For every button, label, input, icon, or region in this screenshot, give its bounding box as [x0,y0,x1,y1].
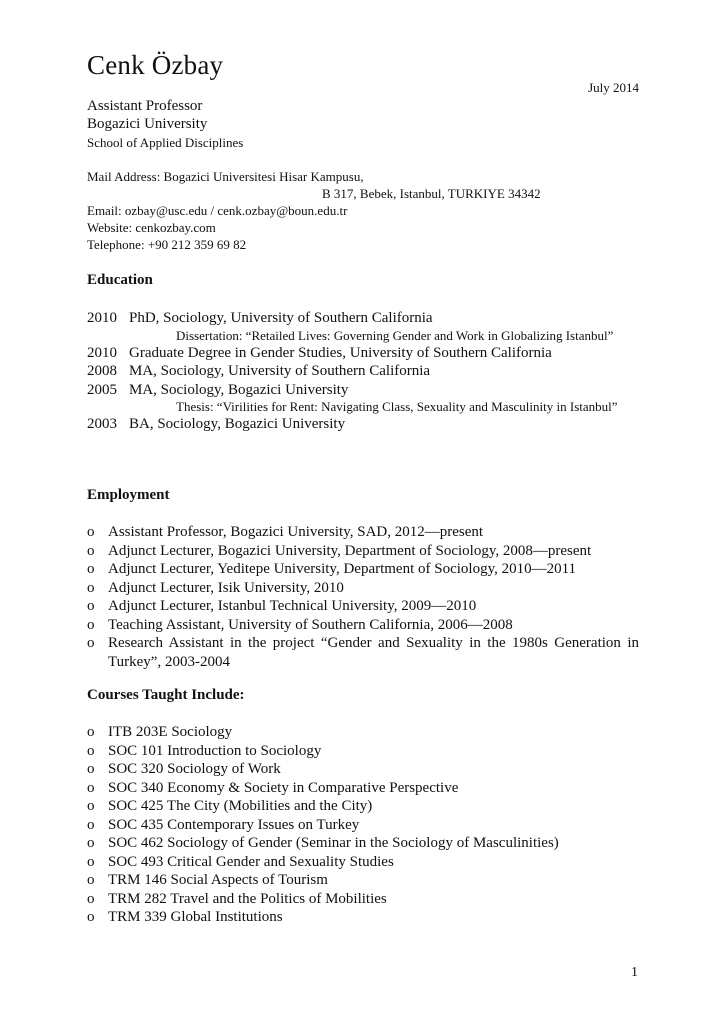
course-item [87,834,639,853]
education-entry [87,309,639,328]
education-note: Thesis: “Virilities for Rent: Navigating Class, Sexuality and Masculinity in Istanbul” [176,399,618,414]
courses-heading: Courses Taught Include: [87,687,245,703]
course-text: TRM 339 Global Institutions [108,909,283,925]
bullet-marker: o [87,561,95,577]
employment-text: Adjunct Lecturer, Bogazici University, Department of Sociology, 2008—present [108,542,592,559]
course-text: SOC 425 The City (Mobilities and the City) [108,798,373,814]
course-text: SOC 320 Sociology of Work [108,761,281,777]
employment-text: Research Assistant in the project “Gender and Sexuality in the 1980s Generation in Turkey”, 2003-2004 [108,635,639,670]
course-text: SOC 101 Introduction to Sociology [108,742,322,759]
page-number: 1 [631,965,638,980]
mail-address-line-1: Mail Address: Bogazici Universitesi Hisar Kampusu, [87,169,364,184]
bullet-marker: o [87,542,95,559]
courses-list [87,723,639,927]
education-degree: MA, Sociology, Bogazici University [129,381,349,398]
document-date: July 2014 [588,80,639,95]
employment-text: Adjunct Lecturer, Isik University, 2010 [108,579,344,596]
course-item [87,779,639,798]
bullet-marker: o [87,816,95,833]
education-year: 2008 [87,363,117,379]
employment-heading: Employment [87,487,170,503]
bullet-marker: o [87,853,95,870]
course-text: SOC 435 Contemporary Issues on Turkey [108,816,360,833]
bullet-marker: o [87,635,95,651]
bullet-marker: o [87,524,95,540]
course-item [87,890,639,909]
email-line: Email: ozbay@usc.edu / cenk.ozbay@boun.edu.tr [87,203,348,218]
course-text: SOC 493 Critical Gender and Sexuality Studies [108,853,394,870]
courses-list-container [87,723,639,927]
employment-item [87,597,639,616]
telephone-line: Telephone: +90 212 359 69 82 [87,237,247,252]
course-item [87,723,639,742]
education-degree: MA, Sociology, University of Southern California [129,363,431,379]
contact-block [87,168,639,253]
bullet-marker: o [87,890,95,907]
education-degree: Graduate Degree in Gender Studies, University of Southern California [129,344,552,361]
employment-item [87,634,639,671]
course-item [87,908,639,927]
employment-text: Adjunct Lecturer, Yeditepe University, Department of Sociology, 2010—2011 [108,561,577,577]
education-entry [87,381,639,400]
bullet-marker: o [87,872,95,888]
course-item [87,797,639,816]
job-title: Assistant Professor [87,98,203,114]
mail-address-line-2: B 317, Bebek, Istanbul, TURKIYE 34342 [322,186,541,201]
author-name: Cenk Özbay [87,50,224,80]
bullet-marker: o [87,742,95,759]
course-text: ITB 203E Sociology [108,724,233,740]
education-year: 2010 [87,344,117,361]
employment-list-container [87,523,639,671]
education-entry [87,362,639,381]
education-year: 2010 [87,310,117,326]
university-name: Bogazici University [87,116,208,132]
bullet-marker: o [87,616,95,633]
employment-item [87,560,639,579]
bullet-marker: o [87,724,95,740]
employment-text: Teaching Assistant, University of Southern California, 2006—2008 [108,616,513,633]
education-year: 2005 [87,381,117,398]
education-degree: BA, Sociology, Bogazici University [129,416,346,432]
bullet-marker: o [87,909,95,925]
course-item [87,760,639,779]
course-text: TRM 282 Travel and the Politics of Mobilities [108,890,387,907]
employment-text: Assistant Professor, Bogazici University, SAD, 2012—present [108,524,484,540]
bullet-marker: o [87,798,95,814]
employment-list [87,523,639,671]
course-text: TRM 146 Social Aspects of Tourism [108,872,328,888]
education-entry [87,415,639,434]
employment-item [87,542,639,561]
employment-item [87,523,639,542]
bullet-marker: o [87,579,95,596]
website-line: Website: cenkozbay.com [87,220,216,235]
employment-item [87,616,639,635]
employment-text: Adjunct Lecturer, Istanbul Technical University, 2009—2010 [108,598,477,614]
bullet-marker: o [87,761,95,777]
education-year: 2003 [87,416,117,432]
bullet-marker: o [87,835,95,851]
education-heading: Education [87,272,153,288]
bullet-marker: o [87,598,95,614]
affiliation-block [87,97,639,151]
education-note: Dissertation: “Retailed Lives: Governing Gender and Work in Globalizing Istanbul” [176,327,614,343]
course-item [87,853,639,872]
school-name: School of Applied Disciplines [87,135,244,150]
education-entry [87,344,639,363]
bullet-marker: o [87,779,95,796]
course-text: SOC 462 Sociology of Gender (Seminar in the Sociology of Masculinities) [108,835,559,851]
course-item [87,742,639,761]
course-item [87,871,639,890]
education-degree: PhD, Sociology, University of Southern California [129,310,433,326]
employment-item [87,579,639,598]
course-item [87,816,639,835]
education-list [87,309,639,434]
course-text: SOC 340 Economy & Society in Comparative Perspective [108,779,459,796]
